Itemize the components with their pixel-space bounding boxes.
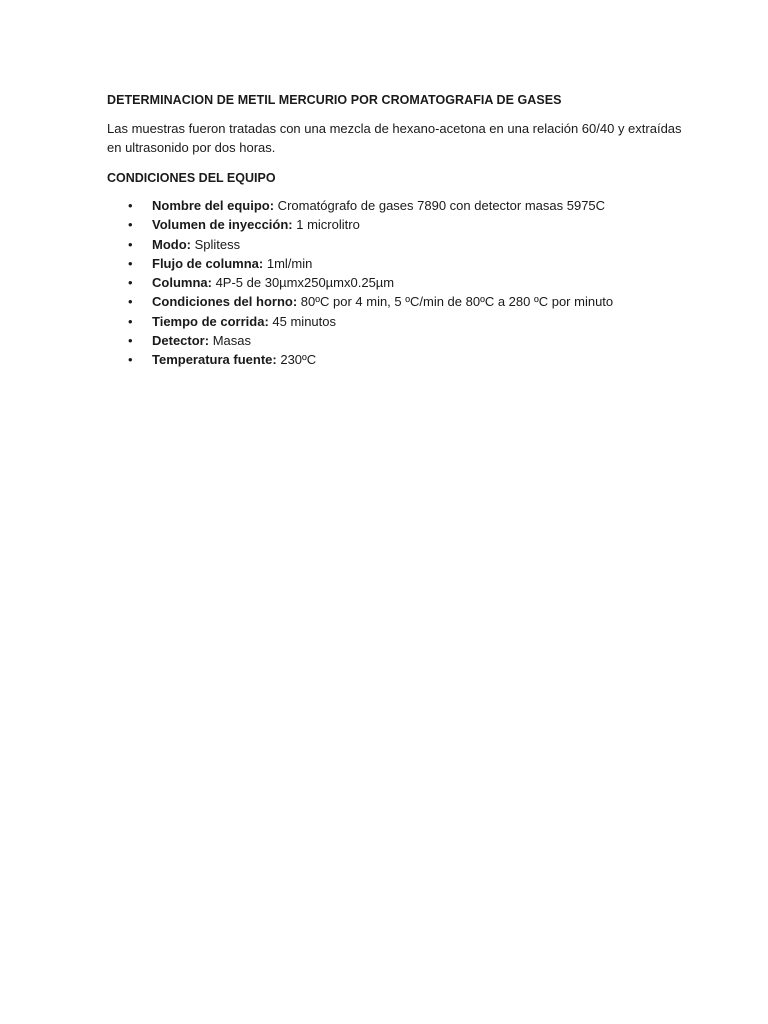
condition-label: Modo: <box>152 236 191 252</box>
bullet-icon: • <box>128 294 133 310</box>
condition-item <box>107 254 682 273</box>
condition-label: Temperatura fuente: <box>152 352 277 368</box>
bullet-icon: • <box>128 275 133 291</box>
condition-item <box>107 331 682 350</box>
intro-paragraph: Las muestras fueron tratadas con una mezcla de hexano-acetona en una relación 60/40 y extraídas en ultrasonido por dos horas. <box>107 121 682 155</box>
condition-item <box>107 292 682 311</box>
condition-item <box>107 196 682 215</box>
condition-item <box>107 215 682 234</box>
bullet-icon: • <box>128 255 133 271</box>
conditions-list <box>107 196 682 370</box>
condition-value: Splitess <box>190 236 241 252</box>
condition-value: 4P-5 de 30µmx250µmx0.25µm <box>211 275 395 291</box>
bullet-icon: • <box>128 217 133 233</box>
bullet-icon: • <box>128 333 133 349</box>
bullet-icon: • <box>128 236 133 252</box>
document-page <box>107 92 682 370</box>
condition-item <box>107 235 682 254</box>
condition-label: Nombre del equipo: <box>152 198 275 213</box>
condition-value: 1 microlitro <box>292 217 360 233</box>
condition-value: 1ml/min <box>263 255 313 271</box>
condition-label: Volumen de inyección: <box>152 217 293 233</box>
condition-label: Tiempo de corrida: <box>152 313 269 329</box>
condition-label: Detector: <box>152 333 210 349</box>
bullet-icon: • <box>128 313 133 329</box>
condition-value: Cromatógrafo de gases 7890 con detector masas 5975C <box>274 198 606 213</box>
condition-value: 230ºC <box>276 352 317 368</box>
condition-label: Condiciones del horno: <box>152 294 298 310</box>
condition-value: Masas <box>209 333 251 349</box>
section-title: CONDICIONES DEL EQUIPO <box>107 171 276 185</box>
condition-item <box>107 273 682 292</box>
condition-value: 80ºC por 4 min, 5 ºC/min de 80ºC a 280 ºC por minuto <box>297 294 614 310</box>
bullet-icon: • <box>128 352 133 368</box>
condition-value: 45 minutos <box>268 313 336 329</box>
condition-item <box>107 350 682 369</box>
document-title: DETERMINACION DE METIL MERCURIO POR CROMATOGRAFIA DE GASES <box>107 93 562 107</box>
condition-label: Columna: <box>152 275 212 291</box>
condition-label: Flujo de columna: <box>152 255 264 271</box>
bullet-icon: • <box>128 198 133 213</box>
condition-item <box>107 312 682 331</box>
